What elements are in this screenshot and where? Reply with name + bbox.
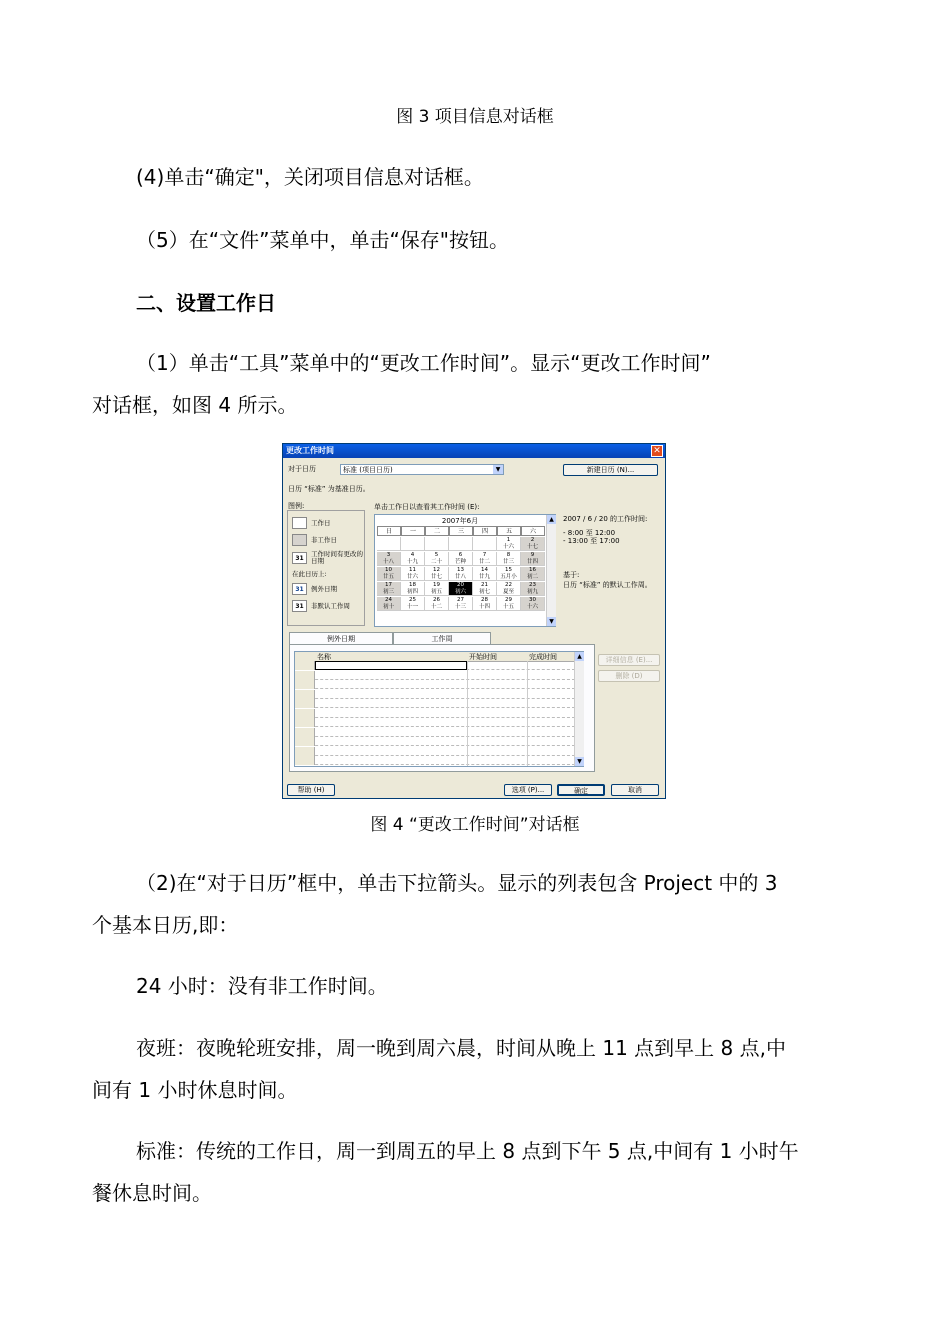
for-calendar-label: 对于日历 [288,465,316,473]
lunar-date: 芒种 [454,558,466,565]
day-number: 24 [385,597,392,603]
table-row[interactable] [295,737,575,746]
calendar-day[interactable] [425,567,449,581]
legend-edited: 工作时间有更改的日期 [311,550,363,565]
weekday-header: 一 [401,526,425,536]
tab-workweek[interactable]: 工作周 [393,632,491,645]
calendar-day[interactable] [497,537,521,551]
figure-3-caption: 图 3 项目信息对话框 [396,107,554,127]
lunar-date: 夏至 [502,588,514,595]
calendar-24h: 24 小时：没有非工作时间。 [136,974,388,998]
calendar-day[interactable] [449,597,473,611]
day-number: 19 [433,582,440,588]
day-number: 4 [410,552,415,558]
calendar-day[interactable] [473,552,497,566]
lunar-date: 廿六 [406,573,418,580]
legend-working: 工作日 [311,519,331,527]
based-on-label: 基于: [563,571,580,579]
step-1-line-1: （1）单击“工具”菜单中的“更改工作时间”。显示“更改工作时间” [136,351,711,375]
month-title: 2007年6月 [441,517,479,525]
scroll-down-icon[interactable]: ▼ [575,757,584,766]
step-1-line-2: 对话框，如图 4 所示。 [92,393,298,417]
day-number: 7 [482,552,487,558]
day-number: 5 [434,552,439,558]
work-time-title: 2007 / 6 / 20 的工作时间: [563,515,648,523]
lunar-date: 十三 [454,603,466,610]
lunar-date: 初三 [382,588,394,595]
calendar-day [425,537,449,551]
day-number: 17 [385,582,392,588]
table-row[interactable] [295,709,575,718]
lunar-date: 十六 [526,603,538,610]
table-row[interactable] [295,718,575,727]
lunar-date: 十一 [406,603,418,610]
calendar-day[interactable] [497,567,521,581]
calendar-day [377,537,401,551]
table-row[interactable] [295,690,575,699]
calendar-day[interactable] [401,582,425,596]
weekday-header: 二 [425,526,449,536]
nonworking-swatch [292,534,307,546]
col-divider [467,661,468,766]
calendar-day[interactable] [497,552,521,566]
grid-scrollbar[interactable] [574,652,584,766]
day-number: 14 [481,567,488,573]
ok-button[interactable]: 确定 [557,784,605,796]
row-header[interactable] [295,690,315,699]
lunar-date: 廿八 [454,573,466,580]
row-header[interactable] [295,756,315,765]
lunar-date: 十七 [526,543,538,550]
change-working-time-dialog [282,443,666,799]
table-row[interactable] [295,747,575,756]
lunar-date: 初二 [526,573,538,580]
weekday-header: 日 [377,526,401,536]
edited-swatch: 31 [292,552,307,564]
day-number: 25 [409,597,416,603]
calendar-day[interactable] [497,582,521,596]
day-number: 16 [529,567,536,573]
row-header[interactable] [295,661,315,670]
lunar-date: 十二 [430,603,442,610]
calendar-day[interactable] [521,597,545,611]
lunar-date: 廿九 [478,573,490,580]
calendar-day[interactable] [377,552,401,566]
calendar-day[interactable] [473,597,497,611]
calendar-day[interactable] [401,567,425,581]
lunar-date: 初四 [406,588,418,595]
calendar-scrollbar[interactable] [546,515,556,626]
day-number: 12 [433,567,440,573]
col-name: 名称 [317,653,331,661]
weekday-header: 六 [521,526,545,536]
calendar-day[interactable] [401,552,425,566]
scroll-up-icon[interactable]: ▲ [547,515,556,524]
legend-box [287,510,365,626]
lunar-date: 廿五 [382,573,394,580]
lunar-date: 廿四 [526,558,538,565]
lunar-date: 十八 [382,558,394,565]
step-2-line-2: 个基本日历,即： [92,913,239,937]
calendar-day[interactable] [473,582,497,596]
row-header[interactable] [295,718,315,727]
calendar-day[interactable] [497,597,521,611]
base-calendar-text: 日历 “标准” 为基准日历。 [288,485,370,493]
day-number: 23 [529,582,536,588]
details-button[interactable]: 详细信息 (E)... [598,654,660,666]
nondefault-swatch: 31 [292,600,307,612]
lunar-date: 廿三 [502,558,514,565]
delete-button[interactable]: 删除 (D) [598,670,660,682]
chevron-down-icon[interactable]: ▼ [493,465,503,474]
weekday-header: 五 [497,526,521,536]
standard-line-1: 标准：传统的工作日，周一到周五的早上 8 点到下午 5 点,中间有 1 小时午 [136,1139,799,1163]
dialog-title: 更改工作时间 [283,444,665,458]
calendar-day [449,537,473,551]
calendar-day[interactable] [449,567,473,581]
lunar-date: 十九 [406,558,418,565]
lunar-date: 十四 [478,603,490,610]
night-shift-line-2: 间有 1 小时休息时间。 [92,1078,298,1102]
lunar-date: 十五 [502,603,514,610]
calendar-day[interactable] [425,582,449,596]
calendar-day[interactable] [521,537,545,551]
legend-on-this-calendar: 在此日历上: [292,570,327,578]
day-number: 21 [481,582,488,588]
month-calendar[interactable] [374,514,556,627]
lunar-date: 初十 [382,603,394,610]
day-number: 11 [409,567,416,573]
night-shift-line-1: 夜班：夜晚轮班安排，周一晚到周六晨，时间从晚上 11 点到早上 8 点,中 [136,1036,786,1060]
new-calendar-button[interactable]: 新建日历 (N)... [563,464,658,476]
lunar-date: 初五 [430,588,442,595]
table-row[interactable] [295,756,575,765]
lunar-date: 初六 [454,588,466,595]
col-start: 开始时间 [469,653,497,661]
calendar-day [473,537,497,551]
legend-nonworking: 非工作日 [311,536,337,544]
close-icon[interactable]: ✕ [651,445,663,457]
row-header[interactable] [295,747,315,756]
calendar-select[interactable] [340,464,504,475]
step-4: (4)单击“确定"，关闭项目信息对话框。 [136,165,484,189]
step-5: （5）在“文件”菜单中，单击“保存"按钮。 [136,228,510,252]
calendar-day[interactable] [425,597,449,611]
options-button[interactable]: 选项 (P)... [504,784,552,796]
calendar-day[interactable] [521,582,545,596]
tab-exceptions[interactable]: 例外日期 [289,632,393,645]
figure-4-caption: 图 4 “更改工作时间”对话框 [370,815,580,835]
help-button[interactable]: 帮助 (H) [287,784,335,796]
calendar-day[interactable] [425,552,449,566]
weekday-header: 四 [473,526,497,536]
work-time-2: - 13:00 至 17:00 [563,537,620,545]
lunar-date: 廿七 [430,573,442,580]
calendar-day[interactable] [449,582,473,596]
calendar-day [401,537,425,551]
calendar-select-value: 标准 (项目日历) [343,466,393,474]
col-divider [527,661,528,766]
day-number: 3 [386,552,391,558]
row-header[interactable] [295,728,315,737]
calendar-day[interactable] [521,552,545,566]
work-time-1: - 8:00 至 12:00 [563,529,616,537]
cancel-button[interactable]: 取消 [611,784,659,796]
row-header[interactable] [295,680,315,689]
working-swatch [292,517,307,529]
day-number: 6 [458,552,463,558]
row-header[interactable] [295,671,315,680]
day-number: 2 [530,537,535,543]
scroll-down-icon[interactable]: ▼ [547,617,556,626]
col-finish: 完成时间 [529,653,557,661]
calendar-prompt: 单击工作日以查看其工作时间 (E): [374,503,480,511]
day-number: 29 [505,597,512,603]
legend-exception: 例外日期 [311,585,337,593]
active-cell[interactable] [315,661,467,670]
weekday-header: 三 [449,526,473,536]
day-number: 18 [409,582,416,588]
calendar-day[interactable] [377,582,401,596]
lunar-date: 初七 [478,588,490,595]
calendar-day[interactable] [521,567,545,581]
table-row[interactable] [295,728,575,737]
day-number: 9 [530,552,535,558]
lunar-date: 五月小 [500,573,517,580]
day-number: 15 [505,567,512,573]
calendar-day[interactable] [377,567,401,581]
day-number: 10 [385,567,392,573]
calendar-day[interactable] [377,597,401,611]
row-header[interactable] [295,709,315,718]
based-on-text: 日历 “标准” 的默认工作周。 [563,581,652,589]
legend-nondefault-week: 非默认工作周 [311,602,350,610]
day-number: 30 [529,597,536,603]
day-number: 22 [505,582,512,588]
calendar-day[interactable] [473,567,497,581]
lunar-date: 十六 [502,543,514,550]
day-number: 28 [481,597,488,603]
section-heading: 二、设置工作日 [136,291,276,315]
table-row[interactable] [295,699,575,708]
day-number: 27 [457,597,464,603]
day-number: 20 [457,582,464,588]
table-row[interactable] [295,680,575,689]
day-number: 8 [506,552,511,558]
exceptions-grid[interactable] [294,651,584,767]
row-header[interactable] [295,737,315,746]
calendar-day[interactable] [449,552,473,566]
day-number: 13 [457,567,464,573]
scroll-up-icon[interactable]: ▲ [575,652,584,661]
calendar-day[interactable] [401,597,425,611]
lunar-date: 廿二 [478,558,490,565]
row-header[interactable] [295,699,315,708]
day-number: 26 [433,597,440,603]
day-number: 1 [506,537,511,543]
table-row[interactable] [295,671,575,680]
step-2-line-1: （2)在“对于日历”框中，单击下拉箭头。显示的列表包含 Project 中的 3 [136,871,778,895]
lunar-date: 二十 [430,558,442,565]
standard-line-2: 餐休息时间。 [92,1181,212,1205]
legend-title: 图例: [288,502,305,510]
exception-swatch: 31 [292,583,307,595]
lunar-date: 初九 [526,588,538,595]
